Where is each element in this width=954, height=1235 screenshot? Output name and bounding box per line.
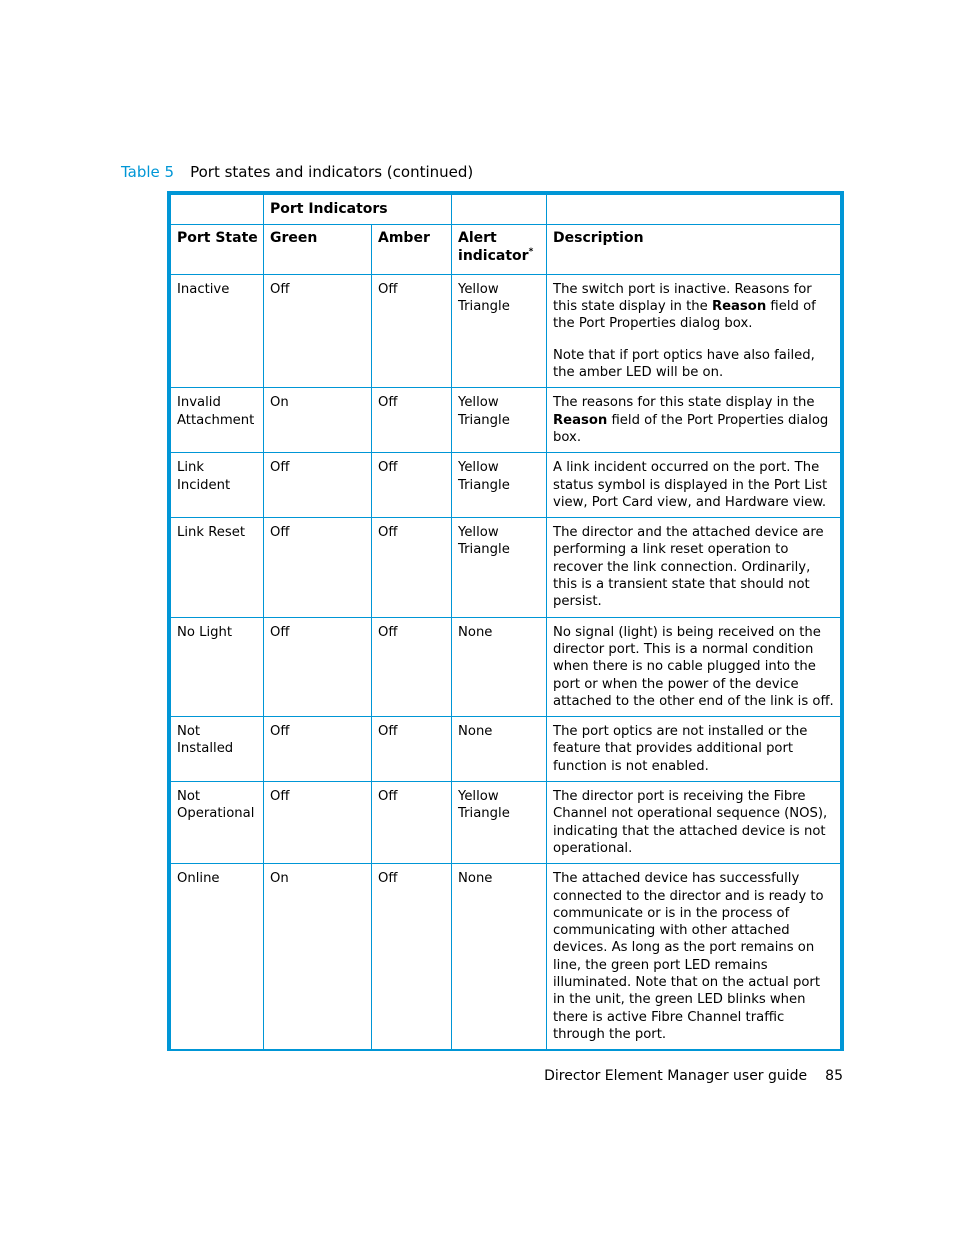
table-row [171,717,841,782]
cell-alert: None [452,617,547,716]
header-amber: Amber [372,225,452,275]
cell-description: The director port is receiving the Fibre Channel not operational sequence (NOS), indicating that the attached device is not operational. [547,782,841,864]
cell-amber: Off [372,717,452,782]
cell-green: Off [264,782,372,864]
table-row [171,453,841,518]
cell-amber: Off [372,518,452,617]
table-row [171,617,841,716]
table-caption [121,162,473,182]
cell-port-state: Invalid Attachment [171,388,264,453]
table-title: Port states and indicators (continued) [190,163,474,181]
cell-green: Off [264,518,372,617]
cell-alert: Yellow Triangle [452,453,547,518]
cell-port-state: Link Incident [171,453,264,518]
footnote-mark: * [528,246,534,257]
cell-alert: Yellow Triangle [452,388,547,453]
cell-alert: None [452,717,547,782]
header-description: Description [547,225,841,275]
cell-port-state: No Light [171,617,264,716]
cell-description: No signal (light) is being received on the director port. This is a normal condition when there is no cable plugged into the port or when the power of the device attached to the other end of the link is off. [547,617,841,716]
guide-title: Director Element Manager user guide [544,1068,808,1084]
cell-green: On [264,864,372,1050]
cell-green: Off [264,274,372,387]
cell-port-state: Not Installed [171,717,264,782]
cell-port-state: Not Operational [171,782,264,864]
desc-text: The switch port is inactive. Reasons for this state display in the [553,281,812,315]
cell-alert: Yellow Triangle [452,518,547,617]
empty-header-cell [452,195,547,225]
cell-alert: Yellow Triangle [452,274,547,387]
group-header-row [171,195,841,225]
empty-header-cell [547,195,841,225]
cell-green: Off [264,717,372,782]
cell-amber: Off [372,274,452,387]
cell-description: The port optics are not installed or the feature that provides additional port function is not enabled. [547,717,841,782]
table-row [171,864,841,1050]
cell-amber: Off [372,864,452,1050]
header-port-state: Port State [171,225,264,275]
cell-amber: Off [372,782,452,864]
cell-description [547,388,841,453]
desc-bold-term: Reason [711,299,767,315]
cell-description [547,274,841,387]
cell-green: Off [264,617,372,716]
page-footer [544,1066,843,1086]
table-row [171,274,841,387]
header-alert-line1: Alert [458,230,497,247]
cell-description: A link incident occurred on the port. The status symbol is displayed in the Port List view, Port Card view, and Hardware view. [547,453,841,518]
port-indicators-header: Port Indicators [264,195,452,225]
desc-note: Note that if port optics have also failed, the amber LED will be on. [553,347,815,381]
cell-amber: Off [372,453,452,518]
table-row [171,782,841,864]
port-states-table [167,191,844,1051]
cell-green: On [264,388,372,453]
desc-text: The reasons for this state display in the [553,395,815,411]
cell-green: Off [264,453,372,518]
cell-amber: Off [372,617,452,716]
cell-description: The attached device has successfully connected to the director and is ready to communicate or is in the process of communicating with other attached devices. As long as the port remains on line, the green port LED remains illuminated. Note that on the actual port in the unit, the green LED blinks when there is active Fibre Channel traffic through the port. [547,864,841,1050]
cell-amber: Off [372,388,452,453]
table-row [171,388,841,453]
cell-port-state: Inactive [171,274,264,387]
header-green: Green [264,225,372,275]
desc-bold-term: Reason [553,412,608,428]
cell-description: The director and the attached device are performing a link reset operation to recover the link connection. Ordinarily, this is a transient state that should not persist. [547,518,841,617]
cell-port-state: Link Reset [171,518,264,617]
table-number: Table 5 [121,163,175,181]
empty-header-cell [171,195,264,225]
cell-alert: None [452,864,547,1050]
table-row [171,518,841,617]
page-number: 85 [825,1068,843,1084]
desc-text: field of the Port Properties dialog box. [553,299,816,332]
header-alert-line2: indicator [458,247,529,264]
header-alert-indicator [452,225,547,275]
cell-port-state: Online [171,864,264,1050]
column-header-row [171,225,841,275]
cell-alert: Yellow Triangle [452,782,547,864]
desc-text: field of the Port Properties dialog box. [553,412,829,445]
